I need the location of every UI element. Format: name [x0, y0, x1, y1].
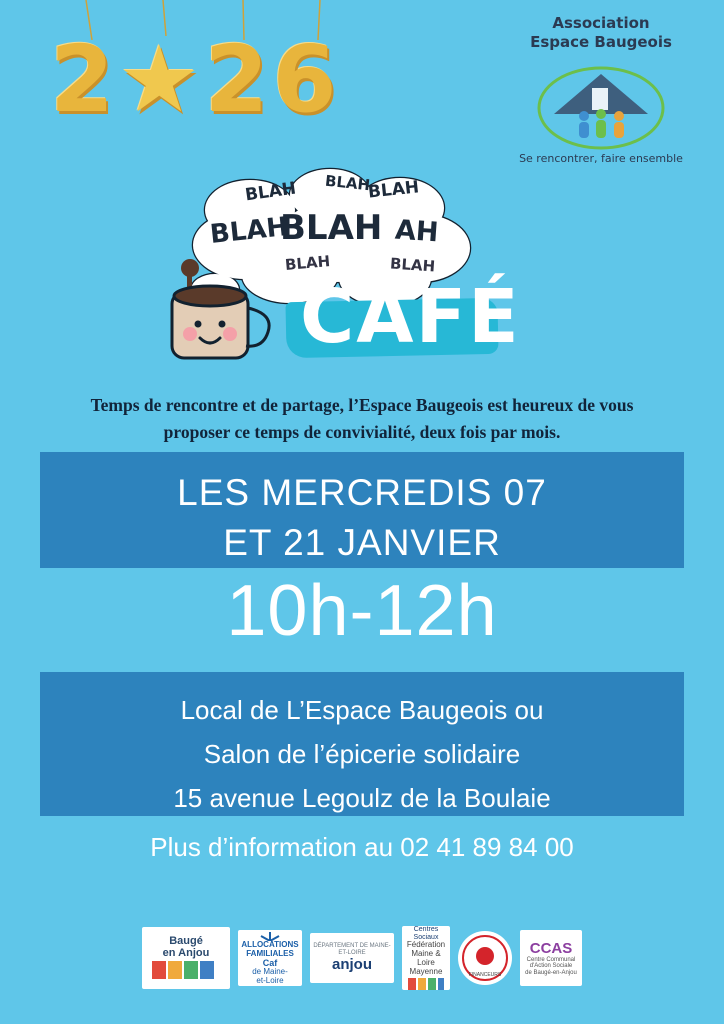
association-name-line1: Association	[552, 14, 650, 32]
dates-line1: LES MERCREDIS 07	[177, 472, 547, 513]
centres-sociaux-blocks-icon	[406, 977, 446, 990]
bauge-colored-squares-icon	[146, 959, 226, 981]
place-line3: 15 avenue Legoulz de la Boulaie	[173, 783, 551, 814]
partner-logo-centres-sociaux: Centres Sociaux Fédération Maine & Loire Mayenne	[402, 926, 450, 990]
association-name-line2: Espace Baugeois	[530, 32, 672, 51]
contact-text: Plus d’information au 02 41 89 84 00	[150, 832, 574, 862]
dates-band	[40, 452, 684, 568]
blah-word: AH	[393, 214, 440, 249]
hot-chocolate-cup-icon	[160, 250, 300, 380]
description	[50, 392, 674, 446]
blah-word: BLAH	[208, 211, 290, 251]
place-line1: Local de L’Espace Baugeois ou	[180, 695, 544, 725]
place-line2: Salon de l’épicerie solidaire	[203, 739, 521, 770]
blah-word: BLAH	[280, 208, 383, 248]
partner-logo-ccas: CCAS Centre Communal d'Action Sociale de Baugé-en-Anjou	[520, 930, 582, 986]
anjou-wordmark: anjou	[332, 956, 372, 974]
description-line1: Temps de rencontre et de partage, l’Espace Baugeois est heureux de vous	[90, 395, 634, 415]
association-logo	[526, 58, 676, 150]
svg-text:FINANCEURS: FINANCEURS	[468, 972, 502, 978]
cafe-title: CAFÉ	[300, 274, 521, 360]
partner-logos	[0, 918, 724, 998]
partner-logo-conference-financeurs	[458, 931, 512, 985]
blah-word: BLAH	[389, 254, 436, 276]
blah-word: BLAH	[284, 252, 331, 274]
house-people-logo-icon	[526, 58, 676, 150]
dates-line2: ET 21 JANVIER	[223, 521, 501, 563]
place-band	[40, 672, 684, 816]
association-tagline: Se rencontrer, faire ensemble	[519, 151, 683, 165]
conference-financeurs-seal-icon	[461, 934, 509, 982]
blah-word: BLAH	[243, 178, 298, 206]
year-block	[38, 0, 368, 160]
association-block	[496, 14, 706, 165]
hero-section	[0, 150, 724, 390]
hours-text: 10h-12h	[226, 571, 498, 651]
ccas-wordmark: CCAS	[529, 939, 573, 957]
year-text: 2★26	[50, 26, 341, 133]
description-line2: proposer ce temps de convivialité, deux fois par mois.	[163, 422, 561, 443]
partner-logo-bauge-en-anjou: Baugé en Anjou	[142, 927, 230, 989]
partner-logo-caf: ALLOCATIONS FAMILIALES Caf de Maine- et-Loire	[238, 930, 302, 986]
partner-logo-anjou: DÉPARTEMENT DE MAINE-ET-LOIRE anjou	[310, 933, 394, 983]
blah-word: BLAH	[367, 177, 421, 203]
blah-word: BLAH	[324, 171, 371, 195]
